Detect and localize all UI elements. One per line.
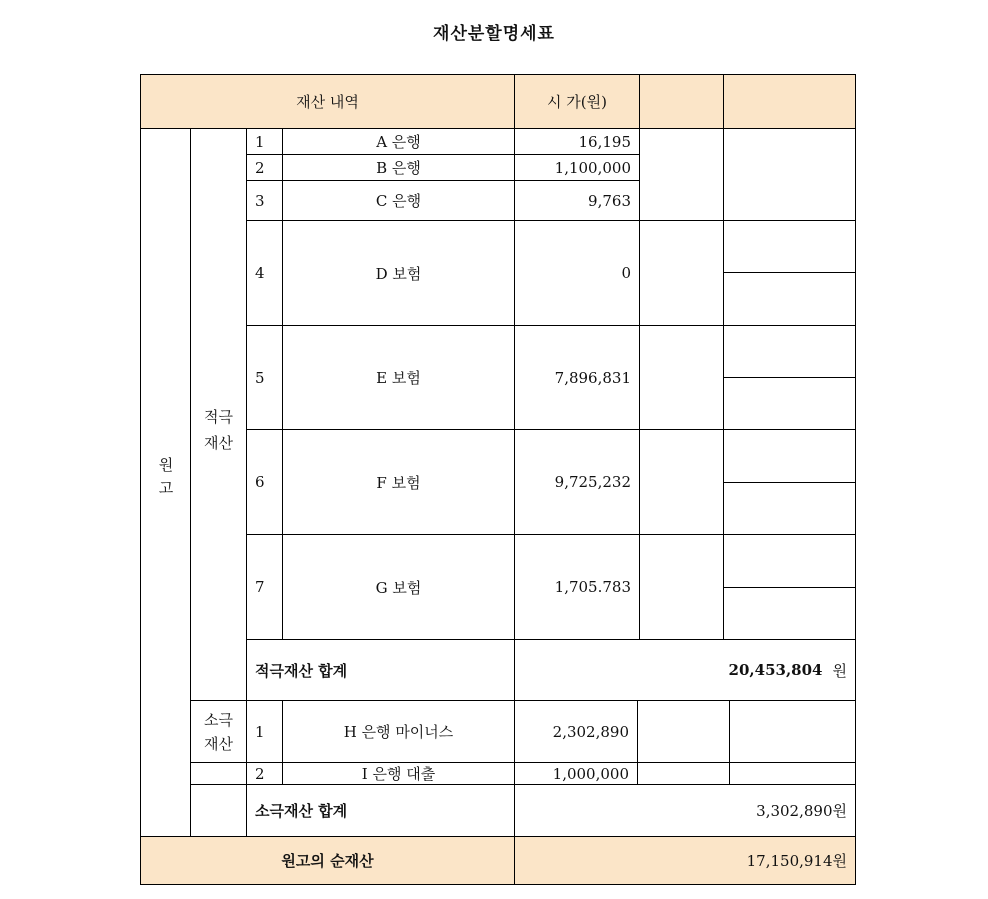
active-row-4-no: 4 (246, 220, 283, 326)
passive-total-left-blank (190, 784, 247, 837)
net-assets-label: 원고의 순재산 (140, 836, 515, 885)
active-row-6-col4a (723, 429, 856, 483)
active-row-4-col4b (723, 272, 856, 326)
active-row-2-name: B 은행 (282, 154, 515, 181)
passive-assets-label (190, 700, 247, 763)
page-title: 재산분할명세표 (433, 24, 555, 44)
active-total-value-cell (514, 639, 856, 701)
passive-row-2-value: 1,000,000 (514, 762, 638, 785)
active-row-6-col4b (723, 482, 856, 535)
active-row-2-no: 2 (246, 154, 283, 181)
passive-total-value: 3,302,890원 (514, 784, 856, 837)
active-row-4-value: 0 (514, 220, 640, 326)
plaintiff-label-text: 원고 (156, 456, 175, 503)
active-row-1-value: 16,195 (514, 128, 640, 155)
net-assets-value: 17,150,914원 (514, 836, 856, 885)
active-assets-label-text: 적극재산 (204, 407, 233, 452)
header-col4 (723, 74, 856, 129)
active-rows-1-3-col3 (639, 128, 724, 221)
header-item: 재산 내역 (140, 74, 515, 129)
active-row-4-col3 (639, 220, 724, 326)
active-row-6-value: 9,725,232 (514, 429, 640, 535)
active-total-value: 20,453,804 (728, 661, 823, 679)
active-row-3-value: 9,763 (514, 180, 640, 221)
active-row-6-name: F 보험 (282, 429, 515, 535)
passive-row-2-name: I 은행 대출 (282, 762, 515, 785)
active-row-3-name: C 은행 (282, 180, 515, 221)
active-row-7-no: 7 (246, 534, 283, 640)
active-row-6-no: 6 (246, 429, 283, 535)
active-row-4-name: D 보험 (282, 220, 515, 326)
passive-row-1-col4 (729, 700, 856, 763)
active-row-5-col4b (723, 377, 856, 430)
active-assets-label (190, 128, 247, 701)
active-row-3-no: 3 (246, 180, 283, 221)
passive-row-1-name: H 은행 마이너스 (282, 700, 515, 763)
active-row-7-col4a (723, 534, 856, 588)
active-row-7-name: G 보험 (282, 534, 515, 640)
active-row-5-name: E 보험 (282, 325, 515, 430)
active-row-1-name: A 은행 (282, 128, 515, 155)
passive-row-1-col3 (637, 700, 730, 763)
header-value: 시 가(원) (514, 74, 640, 129)
active-total-unit: 원 (832, 661, 847, 680)
passive-row-1-value: 2,302,890 (514, 700, 638, 763)
active-row-5-col3 (639, 325, 724, 430)
plaintiff-label (140, 128, 191, 837)
passive-row-2-no: 2 (246, 762, 283, 785)
passive-row-2-col4 (729, 762, 856, 785)
active-rows-1-3-col4 (723, 128, 856, 221)
active-row-1-no: 1 (246, 128, 283, 155)
header-col3 (639, 74, 724, 129)
active-row-7-col3 (639, 534, 724, 640)
active-row-5-col4a (723, 325, 856, 378)
active-row-2-value: 1,100,000 (514, 154, 640, 181)
passive-row-1-no: 1 (246, 700, 283, 763)
active-row-4-col4a (723, 220, 856, 273)
active-row-7-col4b (723, 587, 856, 640)
active-row-5-value: 7,896,831 (514, 325, 640, 430)
passive-row-2-col3 (637, 762, 730, 785)
active-total-label: 적극재산 합계 (246, 639, 515, 701)
passive-assets-label-text: 소극재산 (204, 710, 233, 753)
passive-label-blank (190, 762, 247, 785)
active-row-5-no: 5 (246, 325, 283, 430)
passive-total-label: 소극재산 합계 (246, 784, 515, 837)
active-row-6-col3 (639, 429, 724, 535)
active-row-7-value: 1,705.783 (514, 534, 640, 640)
